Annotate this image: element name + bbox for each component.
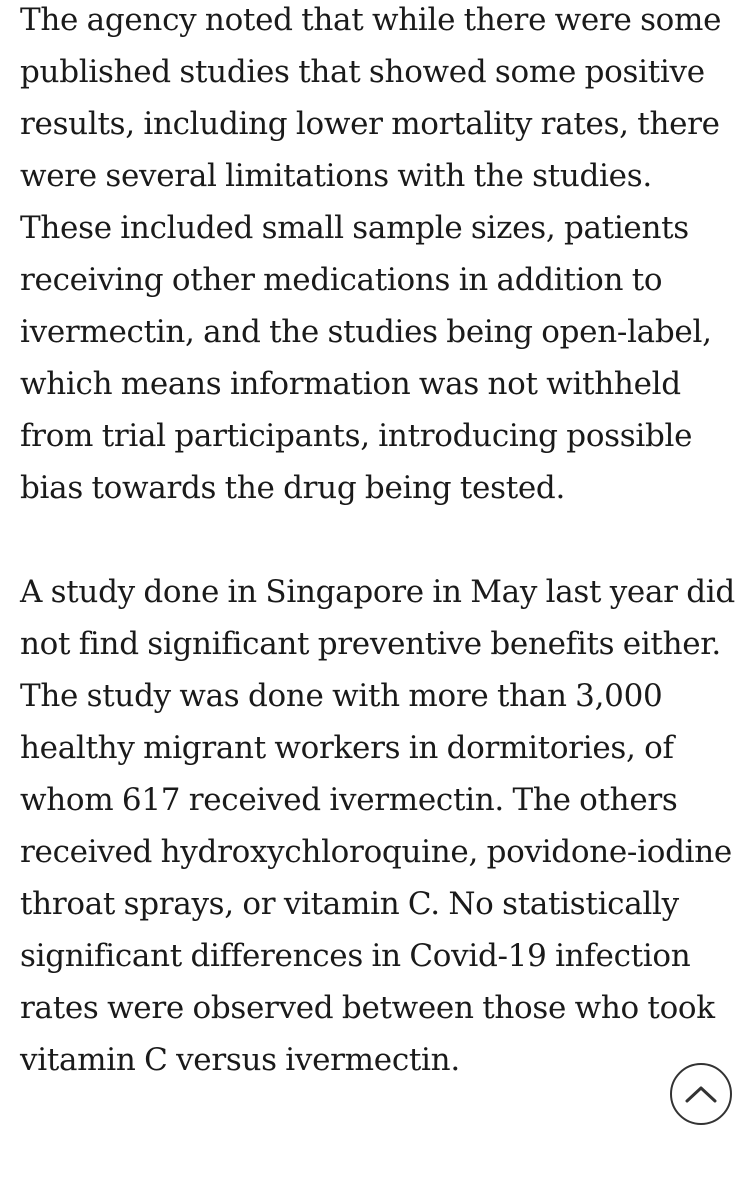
chevron-up-icon	[684, 1084, 718, 1104]
article-paragraph-1: The agency noted that while there were some published studies that showed some positive results, including lower mortality rates, there were several limitations with the studies. These included small sample sizes, patients receiving other medications in addition to ivermectin, and the studies being open-label, which means information was not withheld from trial participants, introducing possible bias towards the drug being tested.	[20, 2, 722, 506]
article-body	[20, 0, 740, 1086]
scroll-to-top-button[interactable]	[670, 1063, 732, 1125]
article-paragraph-2: A study done in Singapore in May last year did not find significant preventive benefits either. The study was done with more than 3,000 healthy migrant workers in dormitories, of whom 617 received ivermectin. The others received hydroxychloroquine, povidone-iodine throat sprays, or vitamin C. No statistically significant differences in Covid-19 infection rates were observed between those who took vitamin C versus ivermectin.	[20, 574, 735, 1078]
